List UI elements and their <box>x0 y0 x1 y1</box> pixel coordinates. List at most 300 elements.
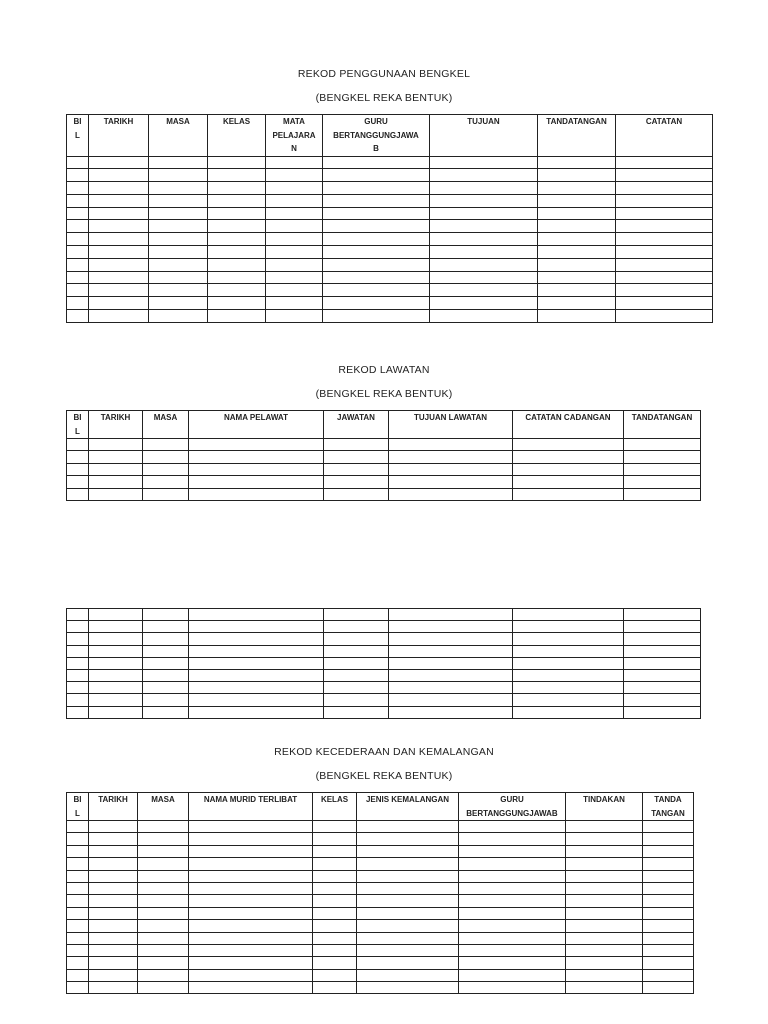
table-cell[interactable] <box>208 246 266 259</box>
table-cell[interactable] <box>89 246 149 259</box>
table-cell[interactable] <box>67 821 89 833</box>
table-cell[interactable] <box>143 682 189 694</box>
table-cell[interactable] <box>208 233 266 246</box>
table-cell[interactable] <box>430 182 538 195</box>
table-cell[interactable] <box>389 621 513 633</box>
table-cell[interactable] <box>149 182 208 195</box>
table-cell[interactable] <box>624 439 701 451</box>
table-cell[interactable] <box>266 310 323 323</box>
table-cell[interactable] <box>513 609 624 621</box>
table-cell[interactable] <box>513 706 624 718</box>
table-cell[interactable] <box>89 271 149 284</box>
table-cell[interactable] <box>324 669 389 681</box>
table-cell[interactable] <box>324 633 389 645</box>
table-cell[interactable] <box>67 609 89 621</box>
table-cell[interactable] <box>138 895 189 907</box>
table-cell[interactable] <box>89 657 143 669</box>
table-cell[interactable] <box>430 169 538 182</box>
table-cell[interactable] <box>643 833 694 845</box>
table-cell[interactable] <box>89 258 149 271</box>
table-cell[interactable] <box>89 633 143 645</box>
table-cell[interactable] <box>89 858 138 870</box>
table-cell[interactable] <box>67 982 89 994</box>
table-cell[interactable] <box>389 463 513 475</box>
table-cell[interactable] <box>513 694 624 706</box>
table-cell[interactable] <box>89 669 143 681</box>
table-cell[interactable] <box>459 932 566 944</box>
table-cell[interactable] <box>566 969 643 981</box>
table-cell[interactable] <box>624 621 701 633</box>
table-cell[interactable] <box>189 463 324 475</box>
table-cell[interactable] <box>67 833 89 845</box>
table-cell[interactable] <box>89 833 138 845</box>
table-cell[interactable] <box>149 284 208 297</box>
table-cell[interactable] <box>616 207 713 220</box>
table-cell[interactable] <box>266 284 323 297</box>
table-cell[interactable] <box>566 858 643 870</box>
table-cell[interactable] <box>643 920 694 932</box>
table-cell[interactable] <box>67 258 89 271</box>
table-cell[interactable] <box>324 706 389 718</box>
table-cell[interactable] <box>357 882 459 894</box>
table-cell[interactable] <box>208 284 266 297</box>
table-cell[interactable] <box>67 682 89 694</box>
table-cell[interactable] <box>89 233 149 246</box>
table-cell[interactable] <box>357 870 459 882</box>
table-cell[interactable] <box>323 169 430 182</box>
table-cell[interactable] <box>266 220 323 233</box>
table-cell[interactable] <box>389 657 513 669</box>
table-cell[interactable] <box>89 907 138 919</box>
table-cell[interactable] <box>624 657 701 669</box>
table-cell[interactable] <box>89 463 143 475</box>
table-cell[interactable] <box>513 645 624 657</box>
table-cell[interactable] <box>459 920 566 932</box>
table-cell[interactable] <box>89 297 149 310</box>
table-cell[interactable] <box>643 870 694 882</box>
table-cell[interactable] <box>313 982 357 994</box>
table-cell[interactable] <box>313 920 357 932</box>
table-cell[interactable] <box>389 645 513 657</box>
table-cell[interactable] <box>323 246 430 259</box>
table-cell[interactable] <box>208 310 266 323</box>
table-cell[interactable] <box>323 207 430 220</box>
table-cell[interactable] <box>208 207 266 220</box>
table-cell[interactable] <box>513 621 624 633</box>
table-cell[interactable] <box>189 488 324 500</box>
table-cell[interactable] <box>616 246 713 259</box>
table-cell[interactable] <box>389 476 513 488</box>
table-cell[interactable] <box>389 682 513 694</box>
table-cell[interactable] <box>143 694 189 706</box>
table-cell[interactable] <box>143 669 189 681</box>
table-cell[interactable] <box>67 310 89 323</box>
table-cell[interactable] <box>459 821 566 833</box>
table-cell[interactable] <box>538 194 616 207</box>
table-cell[interactable] <box>459 944 566 956</box>
table-cell[interactable] <box>538 182 616 195</box>
table-cell[interactable] <box>513 669 624 681</box>
table-cell[interactable] <box>138 982 189 994</box>
table-cell[interactable] <box>624 694 701 706</box>
table-cell[interactable] <box>189 920 313 932</box>
table-cell[interactable] <box>266 169 323 182</box>
table-cell[interactable] <box>323 271 430 284</box>
table-cell[interactable] <box>67 439 89 451</box>
table-cell[interactable] <box>616 284 713 297</box>
table-cell[interactable] <box>189 439 324 451</box>
table-cell[interactable] <box>67 233 89 246</box>
table-cell[interactable] <box>513 633 624 645</box>
table-cell[interactable] <box>389 694 513 706</box>
table-cell[interactable] <box>67 907 89 919</box>
table-cell[interactable] <box>616 156 713 169</box>
table-cell[interactable] <box>189 932 313 944</box>
table-cell[interactable] <box>67 870 89 882</box>
table-cell[interactable] <box>89 969 138 981</box>
table-cell[interactable] <box>138 907 189 919</box>
table-cell[interactable] <box>389 451 513 463</box>
table-cell[interactable] <box>67 669 89 681</box>
table-cell[interactable] <box>313 944 357 956</box>
table-cell[interactable] <box>67 657 89 669</box>
table-cell[interactable] <box>266 297 323 310</box>
table-cell[interactable] <box>89 439 143 451</box>
table-cell[interactable] <box>313 969 357 981</box>
table-cell[interactable] <box>357 982 459 994</box>
table-cell[interactable] <box>430 310 538 323</box>
table-cell[interactable] <box>89 895 138 907</box>
table-cell[interactable] <box>357 957 459 969</box>
table-cell[interactable] <box>143 488 189 500</box>
table-cell[interactable] <box>624 488 701 500</box>
table-cell[interactable] <box>313 870 357 882</box>
table-cell[interactable] <box>624 706 701 718</box>
table-cell[interactable] <box>143 621 189 633</box>
table-cell[interactable] <box>143 463 189 475</box>
table-cell[interactable] <box>138 858 189 870</box>
table-cell[interactable] <box>459 907 566 919</box>
table-cell[interactable] <box>149 271 208 284</box>
table-cell[interactable] <box>138 821 189 833</box>
table-cell[interactable] <box>323 233 430 246</box>
table-cell[interactable] <box>459 895 566 907</box>
table-cell[interactable] <box>149 233 208 246</box>
table-cell[interactable] <box>89 194 149 207</box>
table-cell[interactable] <box>643 957 694 969</box>
table-cell[interactable] <box>189 845 313 857</box>
table-cell[interactable] <box>324 694 389 706</box>
table-cell[interactable] <box>189 895 313 907</box>
table-cell[interactable] <box>357 821 459 833</box>
table-cell[interactable] <box>566 920 643 932</box>
table-cell[interactable] <box>616 233 713 246</box>
table-cell[interactable] <box>89 284 149 297</box>
table-cell[interactable] <box>566 895 643 907</box>
table-cell[interactable] <box>89 706 143 718</box>
table-cell[interactable] <box>208 169 266 182</box>
table-cell[interactable] <box>208 258 266 271</box>
table-cell[interactable] <box>324 621 389 633</box>
table-cell[interactable] <box>67 284 89 297</box>
table-cell[interactable] <box>189 944 313 956</box>
table-cell[interactable] <box>143 609 189 621</box>
table-cell[interactable] <box>624 645 701 657</box>
table-cell[interactable] <box>67 633 89 645</box>
table-cell[interactable] <box>313 932 357 944</box>
table-cell[interactable] <box>143 657 189 669</box>
table-cell[interactable] <box>138 932 189 944</box>
table-cell[interactable] <box>566 882 643 894</box>
table-cell[interactable] <box>643 845 694 857</box>
table-cell[interactable] <box>616 182 713 195</box>
table-cell[interactable] <box>143 645 189 657</box>
table-cell[interactable] <box>430 271 538 284</box>
table-cell[interactable] <box>143 476 189 488</box>
table-cell[interactable] <box>67 463 89 475</box>
table-cell[interactable] <box>643 895 694 907</box>
table-cell[interactable] <box>566 944 643 956</box>
table-cell[interactable] <box>189 907 313 919</box>
table-cell[interactable] <box>313 821 357 833</box>
table-cell[interactable] <box>566 870 643 882</box>
table-cell[interactable] <box>538 233 616 246</box>
table-cell[interactable] <box>538 169 616 182</box>
table-cell[interactable] <box>143 439 189 451</box>
table-cell[interactable] <box>143 633 189 645</box>
table-cell[interactable] <box>89 621 143 633</box>
table-cell[interactable] <box>459 882 566 894</box>
table-cell[interactable] <box>138 845 189 857</box>
table-cell[interactable] <box>266 194 323 207</box>
table-cell[interactable] <box>513 682 624 694</box>
table-cell[interactable] <box>513 451 624 463</box>
table-cell[interactable] <box>616 271 713 284</box>
table-cell[interactable] <box>624 669 701 681</box>
table-cell[interactable] <box>266 246 323 259</box>
table-cell[interactable] <box>67 895 89 907</box>
table-cell[interactable] <box>89 870 138 882</box>
table-cell[interactable] <box>513 657 624 669</box>
table-cell[interactable] <box>189 609 324 621</box>
table-cell[interactable] <box>67 957 89 969</box>
table-cell[interactable] <box>266 233 323 246</box>
table-cell[interactable] <box>323 182 430 195</box>
table-cell[interactable] <box>323 258 430 271</box>
table-cell[interactable] <box>430 207 538 220</box>
table-cell[interactable] <box>357 833 459 845</box>
table-cell[interactable] <box>67 706 89 718</box>
table-cell[interactable] <box>189 682 324 694</box>
table-cell[interactable] <box>89 609 143 621</box>
table-cell[interactable] <box>313 907 357 919</box>
table-cell[interactable] <box>643 969 694 981</box>
table-cell[interactable] <box>323 297 430 310</box>
table-cell[interactable] <box>138 969 189 981</box>
table-cell[interactable] <box>643 907 694 919</box>
table-cell[interactable] <box>89 310 149 323</box>
table-cell[interactable] <box>538 284 616 297</box>
table-cell[interactable] <box>89 694 143 706</box>
table-cell[interactable] <box>189 669 324 681</box>
table-cell[interactable] <box>266 156 323 169</box>
table-cell[interactable] <box>430 284 538 297</box>
table-cell[interactable] <box>67 194 89 207</box>
table-cell[interactable] <box>513 463 624 475</box>
table-cell[interactable] <box>189 858 313 870</box>
table-cell[interactable] <box>430 233 538 246</box>
table-cell[interactable] <box>67 488 89 500</box>
table-cell[interactable] <box>189 957 313 969</box>
table-cell[interactable] <box>149 246 208 259</box>
table-cell[interactable] <box>624 476 701 488</box>
table-cell[interactable] <box>189 657 324 669</box>
table-cell[interactable] <box>208 182 266 195</box>
table-cell[interactable] <box>324 682 389 694</box>
table-cell[interactable] <box>208 297 266 310</box>
table-cell[interactable] <box>430 297 538 310</box>
table-cell[interactable] <box>89 169 149 182</box>
table-cell[interactable] <box>643 882 694 894</box>
table-cell[interactable] <box>67 451 89 463</box>
table-cell[interactable] <box>67 845 89 857</box>
table-cell[interactable] <box>566 982 643 994</box>
table-cell[interactable] <box>643 932 694 944</box>
table-cell[interactable] <box>616 297 713 310</box>
table-cell[interactable] <box>189 821 313 833</box>
table-cell[interactable] <box>324 609 389 621</box>
table-cell[interactable] <box>357 920 459 932</box>
table-cell[interactable] <box>643 982 694 994</box>
table-cell[interactable] <box>323 220 430 233</box>
table-cell[interactable] <box>389 439 513 451</box>
table-cell[interactable] <box>643 821 694 833</box>
table-cell[interactable] <box>67 220 89 233</box>
table-cell[interactable] <box>389 669 513 681</box>
table-cell[interactable] <box>313 833 357 845</box>
table-cell[interactable] <box>266 182 323 195</box>
table-cell[interactable] <box>624 451 701 463</box>
table-cell[interactable] <box>430 156 538 169</box>
table-cell[interactable] <box>357 895 459 907</box>
table-cell[interactable] <box>616 258 713 271</box>
table-cell[interactable] <box>89 682 143 694</box>
table-cell[interactable] <box>189 982 313 994</box>
table-cell[interactable] <box>357 907 459 919</box>
table-cell[interactable] <box>459 858 566 870</box>
table-cell[interactable] <box>538 246 616 259</box>
table-cell[interactable] <box>459 845 566 857</box>
table-cell[interactable] <box>566 821 643 833</box>
table-cell[interactable] <box>149 258 208 271</box>
table-cell[interactable] <box>357 944 459 956</box>
table-cell[interactable] <box>313 882 357 894</box>
table-cell[interactable] <box>149 169 208 182</box>
table-cell[interactable] <box>538 156 616 169</box>
table-cell[interactable] <box>67 920 89 932</box>
table-cell[interactable] <box>616 169 713 182</box>
table-cell[interactable] <box>566 845 643 857</box>
table-cell[interactable] <box>138 944 189 956</box>
table-cell[interactable] <box>149 220 208 233</box>
table-cell[interactable] <box>89 957 138 969</box>
table-cell[interactable] <box>566 932 643 944</box>
table-cell[interactable] <box>538 310 616 323</box>
table-cell[interactable] <box>389 488 513 500</box>
table-cell[interactable] <box>324 657 389 669</box>
table-cell[interactable] <box>89 182 149 195</box>
table-cell[interactable] <box>189 870 313 882</box>
table-cell[interactable] <box>513 488 624 500</box>
table-cell[interactable] <box>430 194 538 207</box>
table-cell[interactable] <box>538 220 616 233</box>
table-cell[interactable] <box>323 310 430 323</box>
table-cell[interactable] <box>149 156 208 169</box>
table-cell[interactable] <box>138 920 189 932</box>
table-cell[interactable] <box>89 932 138 944</box>
table-cell[interactable] <box>208 156 266 169</box>
table-cell[interactable] <box>324 451 389 463</box>
table-cell[interactable] <box>67 858 89 870</box>
table-cell[interactable] <box>189 633 324 645</box>
table-cell[interactable] <box>89 882 138 894</box>
table-cell[interactable] <box>616 310 713 323</box>
table-cell[interactable] <box>89 944 138 956</box>
table-cell[interactable] <box>313 845 357 857</box>
table-cell[interactable] <box>459 957 566 969</box>
table-cell[interactable] <box>566 833 643 845</box>
table-cell[interactable] <box>67 621 89 633</box>
table-cell[interactable] <box>67 246 89 259</box>
table-cell[interactable] <box>208 194 266 207</box>
table-cell[interactable] <box>459 982 566 994</box>
table-cell[interactable] <box>323 156 430 169</box>
table-cell[interactable] <box>357 969 459 981</box>
table-cell[interactable] <box>67 932 89 944</box>
table-cell[interactable] <box>357 845 459 857</box>
table-cell[interactable] <box>538 258 616 271</box>
table-cell[interactable] <box>138 882 189 894</box>
table-cell[interactable] <box>389 633 513 645</box>
table-cell[interactable] <box>624 463 701 475</box>
table-cell[interactable] <box>67 476 89 488</box>
table-cell[interactable] <box>313 957 357 969</box>
table-cell[interactable] <box>189 451 324 463</box>
table-cell[interactable] <box>538 297 616 310</box>
table-cell[interactable] <box>149 310 208 323</box>
table-cell[interactable] <box>89 207 149 220</box>
table-cell[interactable] <box>566 907 643 919</box>
table-cell[interactable] <box>143 706 189 718</box>
table-cell[interactable] <box>538 271 616 284</box>
table-cell[interactable] <box>324 488 389 500</box>
table-cell[interactable] <box>430 246 538 259</box>
table-cell[interactable] <box>566 957 643 969</box>
table-cell[interactable] <box>323 284 430 297</box>
table-cell[interactable] <box>89 156 149 169</box>
table-cell[interactable] <box>189 476 324 488</box>
table-cell[interactable] <box>67 969 89 981</box>
table-cell[interactable] <box>67 297 89 310</box>
table-cell[interactable] <box>143 451 189 463</box>
table-cell[interactable] <box>89 845 138 857</box>
table-cell[interactable] <box>149 207 208 220</box>
table-cell[interactable] <box>67 169 89 182</box>
table-cell[interactable] <box>323 194 430 207</box>
table-cell[interactable] <box>513 476 624 488</box>
table-cell[interactable] <box>324 463 389 475</box>
table-cell[interactable] <box>324 439 389 451</box>
